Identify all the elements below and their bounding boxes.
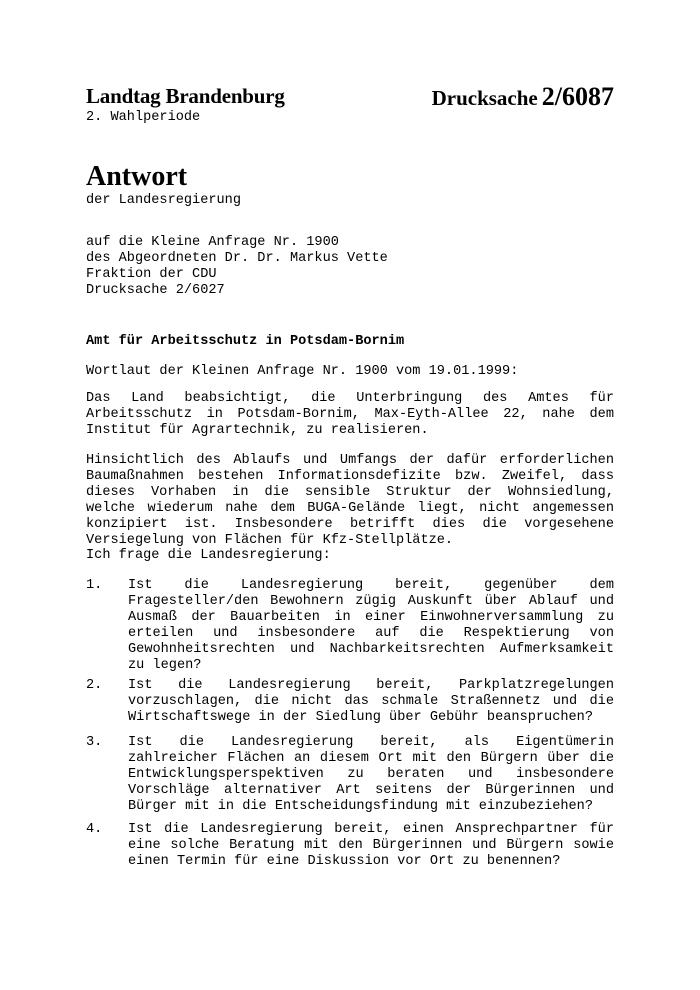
text-line: Ist die Landesregierung bereit, einen Ansprechpartner für [128, 822, 614, 837]
question-number: 1. [86, 578, 103, 593]
question-text [128, 578, 614, 674]
inquiry-line: Drucksache 2/6027 [86, 283, 225, 298]
document-number: 2/6087 [541, 82, 614, 111]
question-text [128, 822, 614, 870]
text-line: Ist die Landesregierung bereit, Parkplatzregelungen [128, 678, 614, 693]
text-line: Arbeitsschutz in Potsdam-Bornim, Max-Eyth-Allee 22, nahe dem [86, 407, 614, 422]
text-line: Das Land beabsichtigt, die Unterbringung des Amtes für [86, 391, 614, 406]
text-line: vorzuschlagen, die nicht das schmale Straßennetz und die [128, 694, 614, 709]
text-line: Entwicklungsperspektiven zu beraten und insbesondere [128, 767, 614, 782]
question-number: 3. [86, 735, 103, 750]
text-line: Gewohnheitsrechten und Nachbarkeitsrechten Aufmerksamkeit [128, 642, 614, 657]
question-number: 4. [86, 822, 103, 837]
inquiry-reference [86, 235, 388, 299]
inquiry-line: des Abgeordneten Dr. Dr. Markus Vette [86, 251, 388, 266]
question-intro: Ich frage die Landesregierung: [86, 548, 331, 563]
document-number-heading [432, 82, 614, 112]
text-line: erteilen und insbesondere auf die Respektierung von [128, 626, 614, 641]
text-line: Versiegelung von Flächen für Kfz-Stellplätze. [86, 533, 454, 548]
text-line: zahlreicher Flächen an diesem Ort mit den Bürgern über die [128, 751, 614, 766]
question-number: 2. [86, 678, 103, 693]
question-text [128, 735, 614, 815]
document-title: Antwort [86, 161, 188, 192]
text-line: dieses Vorhaben in die sensible Struktur der Wohnsiedlung, [86, 485, 614, 500]
text-line: Fragesteller/den Bewohnern zügig Auskunft über Ablauf und [128, 594, 614, 609]
subject-heading: Amt für Arbeitsschutz in Potsdam-Bornim [86, 334, 405, 349]
text-line: Hinsichtlich des Ablaufs und Umfangs der dafür erforderlichen [86, 453, 614, 468]
inquiry-line: auf die Kleine Anfrage Nr. 1900 [86, 235, 339, 250]
text-line: Institut für Agrartechnik, zu realisieren. [86, 423, 429, 438]
inquiry-wording-intro: Wortlaut der Kleinen Anfrage Nr. 1900 vom 19.01.1999: [86, 364, 519, 379]
legislative-period: 2. Wahlperiode [86, 110, 201, 125]
text-line: Ausmaß der Bauarbeiten in einer Einwohnerversammlung zu [128, 610, 614, 625]
parliament-name: Landtag Brandenburg [86, 84, 285, 108]
text-line: welche wiederum nahe dem BUGA-Gelände liegt, nicht angemessen [86, 501, 614, 516]
text-line: Vorschläge alternativer Art seitens der Bürgerinnen und [128, 783, 614, 798]
text-line: eine solche Beratung mit den Bürgerinnen und Bürgern sowie [128, 838, 614, 853]
text-line: Wirtschaftswege in der Siedlung über Gebühr beanspruchen? [128, 710, 593, 725]
text-line: konzipiert ist. Insbesondere betrifft dies die vorgesehene [86, 517, 614, 532]
text-line: Ist die Landesregierung bereit, als Eigentümerin [128, 735, 614, 750]
text-line: einen Termin für eine Diskussion vor Ort zu benennen? [128, 854, 561, 869]
text-line: zu legen? [128, 658, 202, 673]
inquiry-line: Fraktion der CDU [86, 267, 217, 282]
document-label: Drucksache [431, 86, 538, 110]
text-line: Ist die Landesregierung bereit, gegenüber dem [128, 578, 614, 593]
document-subtitle: der Landesregierung [86, 193, 241, 208]
paragraph [86, 391, 614, 439]
text-line: Baumaßnahmen bestehen Informationsdefizite bzw. Zweifel, dass [86, 469, 614, 484]
paragraph [86, 453, 614, 549]
question-text [128, 678, 614, 726]
text-line: Bürger mit in die Entscheidungsfindung mit einzubeziehen? [128, 799, 593, 814]
